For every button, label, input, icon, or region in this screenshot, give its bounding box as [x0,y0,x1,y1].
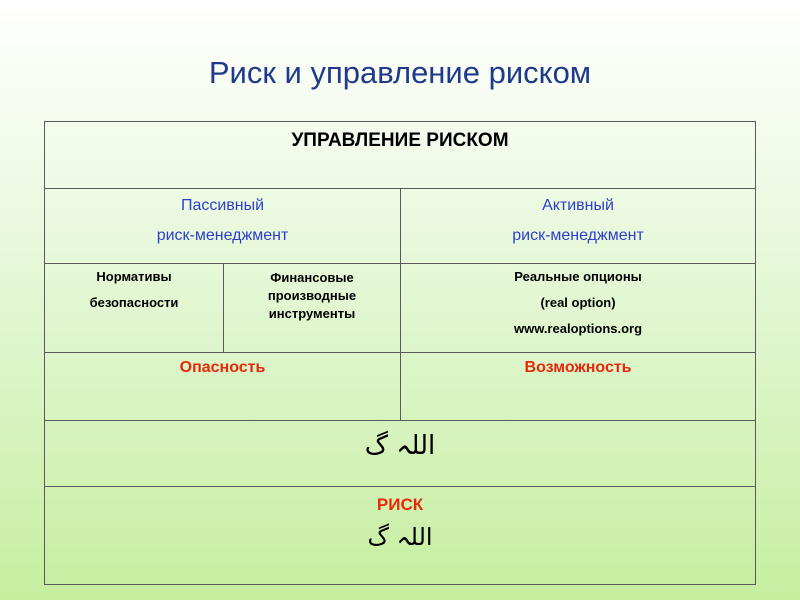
opportunity-label: Возможность [524,359,632,376]
slide-title: Риск и управление риском [208,55,592,90]
options-line1: Реальные опционы [514,269,642,284]
derivatives-line2: производные [267,288,357,303]
risk-word: РИСК [376,495,424,514]
norms-cell [45,264,224,353]
glyph-top: اللہ گ [364,431,436,461]
glyph-bottom: اللہ گ [367,523,433,551]
table-header: УПРАВЛЕНИЕ РИСКОМ [291,130,509,151]
table-row-management [45,189,756,264]
passive-management-cell [45,189,401,264]
table-row-glyph [45,421,756,487]
danger-label: Опасность [179,359,266,376]
derivatives-cell [224,264,401,353]
header-cell [45,122,756,189]
risk-management-table [44,121,756,585]
table-row-risk [45,487,756,585]
active-line1: Активный [542,197,614,214]
passive-line1: Пассивный [180,197,265,214]
table-row-header [45,122,756,189]
active-line2: риск-менеджмент [512,227,644,244]
derivatives-line1: Финансовые [270,270,354,285]
table-row-tools [45,264,756,353]
active-management-cell [401,189,756,264]
options-line2: (real option) [540,295,616,310]
risk-cell [45,487,756,585]
table-row-outcome [45,353,756,421]
glyph-cell [45,421,756,487]
opportunity-cell [401,353,756,421]
options-link: www.realoptions.org [513,321,643,336]
danger-cell [45,353,401,421]
options-cell [401,264,756,353]
passive-line2: риск-менеджмент [156,227,289,244]
norms-line1: Нормативы [96,269,172,284]
norms-line2: безопасности [89,295,179,310]
derivatives-line3: инструменты [268,306,356,321]
